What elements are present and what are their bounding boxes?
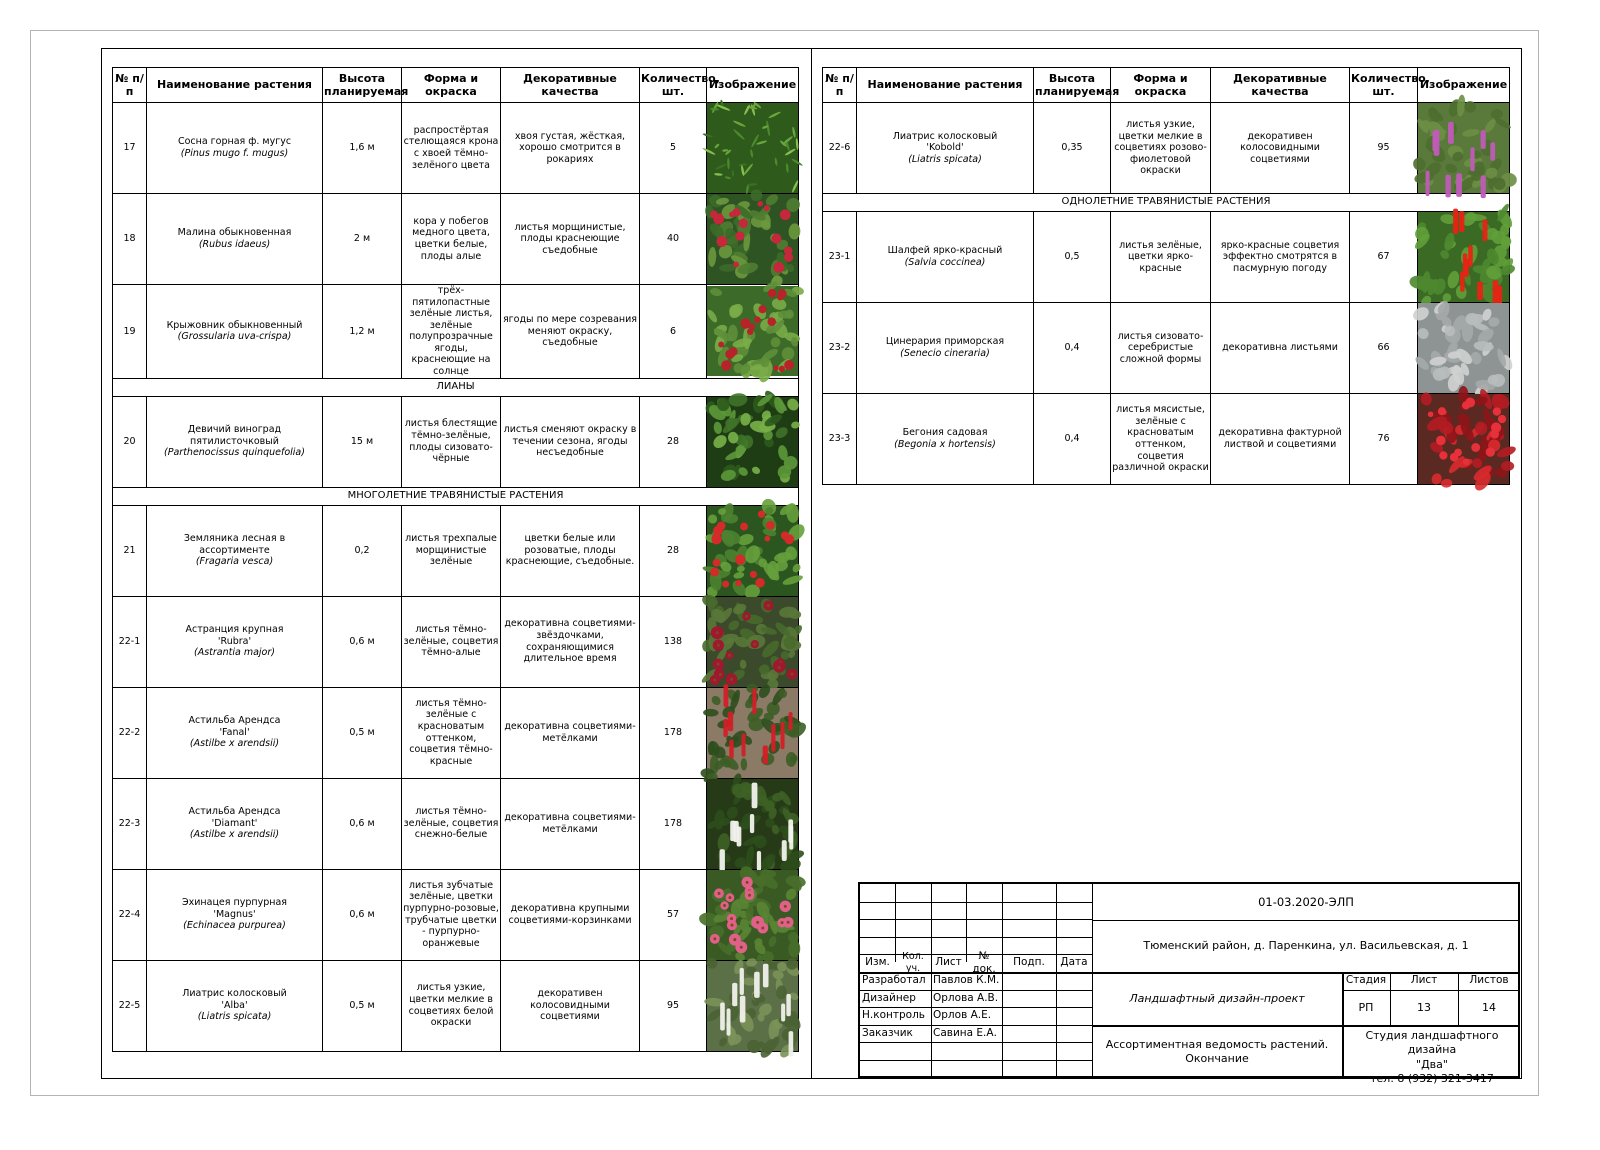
section-title: ЛИАНЫ: [113, 378, 799, 396]
plant-russian-name: Астильба Арендса: [188, 715, 281, 727]
cell-image: [707, 960, 799, 1051]
table-row: [113, 194, 799, 285]
site-address: Тюменский район, д. Паренкина, ул. Васильевская, д. 1: [1143, 939, 1469, 953]
cell-plant-name: [147, 505, 323, 596]
cell-quantity: 178: [640, 687, 707, 778]
plant-russian-name: Эхинацея пурпурная: [182, 897, 287, 909]
cell-quantity: 6: [640, 285, 707, 379]
sheet-title: Ассортиментная ведомость растений. Окончание: [1105, 1037, 1329, 1065]
table-row: [113, 869, 799, 960]
cell-height: 0,35: [1034, 103, 1111, 194]
pine-photo: [707, 103, 798, 193]
cell-height: 0,6 м: [323, 778, 402, 869]
stage-label: Стадия: [1345, 974, 1387, 987]
role-customer: Заказчик: [862, 1026, 913, 1039]
plant-latin-name: (Salvia coccinea): [904, 257, 986, 268]
cell-form-color: листья узкие, цветки мелкие в соцветиях розово-фиолетовой окраски: [1111, 103, 1211, 194]
cell-image: [707, 869, 799, 960]
cell-quantity: 138: [640, 596, 707, 687]
begonia-photo: [1418, 394, 1509, 484]
cell-plant-name: [147, 596, 323, 687]
col-number-header: № п/п: [823, 68, 857, 103]
cell-number: 19: [113, 285, 147, 379]
cell-height: 0,5 м: [323, 687, 402, 778]
col-form-color-header: Форма и окраска: [1111, 68, 1211, 103]
section-row: [823, 194, 1510, 212]
cell-number: 22-1: [113, 596, 147, 687]
cell-plant-name: [857, 303, 1034, 394]
plant-russian-name: Шалфей ярко-красный: [887, 245, 1003, 257]
col-doc-num: № док.: [972, 949, 996, 975]
cell-plant-name: [147, 194, 323, 285]
plant-russian-name: Цинерария приморская: [885, 336, 1005, 348]
cell-height: 2 м: [323, 194, 402, 285]
astilbe-white-photo: [707, 779, 798, 869]
cell-height: 0,4: [1034, 303, 1111, 394]
cell-quantity: 5: [640, 103, 707, 194]
cell-number: 23-1: [823, 212, 857, 303]
col-decorative-header: Декоративные качества: [501, 68, 640, 103]
plant-latin-name: (Begonia x hortensis): [894, 439, 996, 450]
cell-decorative: декоративна листьями: [1211, 303, 1350, 394]
col-plant-name-header: Наименование растения: [857, 68, 1034, 103]
plant-cultivar: 'Diamant': [211, 817, 258, 829]
sheets-label: Листов: [1469, 974, 1509, 987]
cell-decorative: декоративен колосовидными соцветиями: [1211, 103, 1350, 194]
astilbe-red-photo: [707, 688, 798, 778]
cell-height: 15 м: [323, 396, 402, 487]
cell-quantity: 66: [1350, 303, 1418, 394]
cell-height: 0,6 м: [323, 596, 402, 687]
cell-number: 17: [113, 103, 147, 194]
plant-russian-name: Девичий виноград пятилисточковый: [187, 424, 282, 447]
plant-cultivar: 'Fanal': [219, 726, 250, 738]
cell-form-color: трёх-пятилопастные зелёные листья, зелёные полупрозрачные ягоды, краснеющие на солнце: [402, 285, 501, 379]
plant-latin-name: (Astilbe x arendsii): [189, 829, 280, 841]
strawberry-photo: [707, 506, 798, 596]
table-row: [823, 303, 1510, 394]
col-form-color-header: Форма и окраска: [402, 68, 501, 103]
title-block: [858, 882, 1520, 1085]
cell-plant-name: [857, 212, 1034, 303]
table-row: [113, 103, 799, 194]
table-row: [823, 394, 1510, 485]
cell-quantity: 28: [640, 396, 707, 487]
cell-decorative: листья морщинистые, плоды краснеющие съедобные: [501, 194, 640, 285]
plant-russian-name: Малина обыкновенная: [177, 227, 292, 239]
table-row: [823, 212, 1510, 303]
cell-number: 21: [113, 505, 147, 596]
plant-russian-name: Лиатрис колосковый: [892, 130, 998, 142]
cell-decorative: декоративна соцветиями-метёлками: [501, 687, 640, 778]
col-izm: Изм.: [865, 956, 890, 969]
col-height-header: Высота планируемая: [323, 68, 402, 103]
section-row: [113, 378, 799, 396]
cell-plant-name: [857, 394, 1034, 485]
table-body: [113, 103, 799, 1052]
plant-latin-name: (Pinus mugo f. mugus): [180, 148, 289, 159]
name-designer: Орлова А.В.: [933, 991, 999, 1004]
cell-plant-name: [147, 778, 323, 869]
plant-russian-name: Бегония садовая: [902, 427, 988, 439]
cell-plant-name: [147, 103, 323, 194]
col-kol-uch: Кол. уч.: [902, 951, 924, 974]
plant-table-left: [112, 67, 799, 1052]
section-row: [113, 487, 799, 505]
liatris-white-photo: [707, 961, 798, 1051]
cell-decorative: цветки белые или розоватые, плоды краснеющие, съедобные.: [501, 505, 640, 596]
raspberry-photo: [707, 194, 798, 284]
cell-number: 23-3: [823, 394, 857, 485]
cell-decorative: декоративна крупными соцветиями-корзинками: [501, 869, 640, 960]
plant-cultivar: 'Rubra': [217, 635, 252, 647]
cell-number: 23-2: [823, 303, 857, 394]
cell-image: [707, 687, 799, 778]
cell-number: 22-6: [823, 103, 857, 194]
table-row: [113, 687, 799, 778]
col-height-header: Высота планируемая: [1034, 68, 1111, 103]
plant-cultivar: 'Alba': [221, 999, 248, 1011]
table-row: [823, 103, 1510, 194]
cell-image: [707, 505, 799, 596]
astrantia-photo: [707, 597, 798, 687]
table-header: [823, 68, 1510, 103]
plant-russian-name: Земляника лесная в ассортименте: [183, 533, 286, 556]
table-body: [823, 103, 1510, 485]
studio-brand: "Два": [1416, 1057, 1448, 1071]
cell-quantity: 95: [640, 960, 707, 1051]
cell-form-color: листья зубчатые зелёные, цветки пурпурно-розовые, трубчатые цветки - пурпурно-оранжевые: [402, 869, 501, 960]
cell-height: 0,5 м: [323, 960, 402, 1051]
cell-quantity: 178: [640, 778, 707, 869]
cell-height: 0,4: [1034, 394, 1111, 485]
cell-height: 1,2 м: [323, 285, 402, 379]
studio-info: [1344, 1029, 1520, 1086]
plant-table-right: [822, 67, 1510, 485]
page-divider: [811, 48, 812, 1079]
echinacea-photo: [707, 870, 798, 960]
cell-image: [707, 103, 799, 194]
cell-image: [1418, 394, 1510, 485]
cell-quantity: 67: [1350, 212, 1418, 303]
cell-form-color: листья тёмно-зелёные, соцветия снежно-белые: [402, 778, 501, 869]
cell-decorative: листья сменяют окраску в течении сезона, ягоды несъедобные: [501, 396, 640, 487]
cell-quantity: 76: [1350, 394, 1418, 485]
cell-quantity: 28: [640, 505, 707, 596]
col-decorative-header: Декоративные качества: [1211, 68, 1350, 103]
plant-russian-name: Астильба Арендса: [188, 806, 281, 818]
plant-russian-name: Сосна горная ф. мугус: [177, 136, 292, 148]
sheets-total: 14: [1482, 1000, 1496, 1014]
plant-russian-name: Астранция крупная: [185, 624, 284, 636]
cell-decorative: декоративен колосовидными соцветиями: [501, 960, 640, 1051]
cell-form-color: кора у побегов медного цвета, цветки белые, плоды алые: [402, 194, 501, 285]
cell-image: [707, 778, 799, 869]
col-list: Лист: [935, 956, 962, 969]
plant-latin-name: (Parthenocissus quinquefolia): [164, 447, 305, 459]
sheet-label: Лист: [1410, 974, 1438, 987]
plant-cultivar: 'Magnus': [213, 908, 256, 920]
col-quantity-header: Количество, шт.: [640, 68, 707, 103]
cell-decorative: декоративна соцветиями-звёздочками, сохраняющимися длительное время: [501, 596, 640, 687]
name-developer: Павлов К.М.: [933, 974, 1000, 987]
cell-decorative: декоративна фактурной листвой и соцветиями: [1211, 394, 1350, 485]
cell-number: 22-4: [113, 869, 147, 960]
gooseberry-photo: [707, 286, 798, 376]
cell-quantity: 95: [1350, 103, 1418, 194]
cell-number: 20: [113, 396, 147, 487]
plant-russian-name: Лиатрис колосковый: [182, 988, 287, 1000]
section-title: МНОГОЛЕТНИЕ ТРАВЯНИСТЫЕ РАСТЕНИЯ: [113, 487, 799, 505]
cell-form-color: листья сизовато-серебристые сложной формы: [1111, 303, 1211, 394]
studio-name: Студия ландшафтного дизайна: [1365, 1029, 1499, 1057]
table-row: [113, 396, 799, 487]
plant-latin-name: (Liatris spicata): [197, 1011, 272, 1023]
cell-number: 18: [113, 194, 147, 285]
salvia-photo: [1418, 212, 1509, 302]
table-header: [113, 68, 799, 103]
cell-plant-name: [147, 960, 323, 1051]
cell-image: [707, 596, 799, 687]
cell-image: [707, 396, 799, 487]
cell-decorative: декоративна соцветиями-метёлками: [501, 778, 640, 869]
project-name: Ландшафтный дизайн-проект: [1129, 991, 1305, 1005]
cell-height: 0,6 м: [323, 869, 402, 960]
cell-quantity: 40: [640, 194, 707, 285]
cell-decorative: ягоды по мере созревания меняют окраску, съедобные: [501, 285, 640, 379]
document-code: 01-03.2020-ЭЛП: [1258, 894, 1354, 909]
cell-form-color: листья мясистые, зелёные с красноватым оттенком, соцветия различной окраски: [1111, 394, 1211, 485]
col-date: Дата: [1060, 956, 1088, 969]
cell-plant-name: [147, 396, 323, 487]
plant-cultivar: 'Kobold': [926, 142, 964, 154]
cell-decorative: ярко-красные соцветия эффектно смотрятся в пасмурную погоду: [1211, 212, 1350, 303]
cell-form-color: листья зелёные, цветки ярко-красные: [1111, 212, 1211, 303]
plant-latin-name: (Astrantia major): [194, 647, 275, 659]
plant-latin-name: (Astilbe x arendsii): [189, 738, 280, 750]
name-norm-control: Орлов А.Е.: [933, 1009, 992, 1022]
grape-vine-photo: [707, 397, 798, 487]
cell-decorative: хвоя густая, жёсткая, хорошо смотрится в рокариях: [501, 103, 640, 194]
name-customer: Савина Е.А.: [933, 1026, 997, 1039]
table-row: [113, 596, 799, 687]
plant-russian-name: Крыжовник обыкновенный: [166, 319, 303, 331]
table-row: [113, 505, 799, 596]
role-norm-control: Н.контроль: [862, 1009, 925, 1022]
cell-form-color: листья тёмно-зелёные, соцветия тёмно-алые: [402, 596, 501, 687]
stage-value: РП: [1358, 1000, 1374, 1014]
cell-height: 0,5: [1034, 212, 1111, 303]
cell-plant-name: [147, 869, 323, 960]
plant-latin-name: (Grossularia uva-crispa): [177, 331, 292, 343]
cell-number: 22-3: [113, 778, 147, 869]
cell-form-color: распростёртая стелющаяся крона с хвоей тёмно-зелёного цвета: [402, 103, 501, 194]
cell-plant-name: [147, 687, 323, 778]
plant-latin-name: (Fragaria vesca): [195, 556, 274, 568]
col-image-header: Изображение: [707, 68, 799, 103]
cineraria-photo: [1418, 303, 1509, 393]
cell-quantity: 57: [640, 869, 707, 960]
cell-image: [707, 285, 799, 379]
liatris-pink-photo: [1418, 103, 1509, 193]
cell-form-color: листья блестящие тёмно-зелёные, плоды сизовато-чёрные: [402, 396, 501, 487]
cell-height: 0,2: [323, 505, 402, 596]
cell-plant-name: [147, 285, 323, 379]
cell-number: 22-2: [113, 687, 147, 778]
cell-image: [707, 194, 799, 285]
cell-form-color: листья тёмно-зелёные с красноватым оттенком, соцветия тёмно-красные: [402, 687, 501, 778]
cell-image: [1418, 103, 1510, 194]
table-row: [113, 778, 799, 869]
role-developer: Разработал: [862, 974, 926, 987]
role-designer: Дизайнер: [862, 991, 916, 1004]
studio-phone: тел. 8 (932) 321-3417: [1370, 1071, 1494, 1085]
plant-latin-name: (Echinacea purpurea): [183, 920, 286, 932]
col-quantity-header: Количество, шт.: [1350, 68, 1418, 103]
cell-height: 1,6 м: [323, 103, 402, 194]
cell-plant-name: [857, 103, 1034, 194]
col-plant-name-header: Наименование растения: [147, 68, 323, 103]
cell-number: 22-5: [113, 960, 147, 1051]
cell-form-color: листья трехпалые морщинистые зелёные: [402, 505, 501, 596]
col-signature: Подп.: [1013, 956, 1045, 969]
sheet-number: 13: [1417, 1000, 1431, 1014]
cell-form-color: листья узкие, цветки мелкие в соцветиях белой окраски: [402, 960, 501, 1051]
table-row: [113, 285, 799, 379]
plant-latin-name: (Rubus idaeus): [198, 239, 271, 250]
plant-latin-name: (Liatris spicata): [908, 153, 982, 165]
cell-image: [1418, 212, 1510, 303]
col-number-header: № п/п: [113, 68, 147, 103]
plant-latin-name: (Senecio cineraria): [900, 348, 990, 359]
cell-image: [1418, 303, 1510, 394]
table-row: [113, 960, 799, 1051]
col-image-header: Изображение: [1418, 68, 1510, 103]
section-title: ОДНОЛЕТНИЕ ТРАВЯНИСТЫЕ РАСТЕНИЯ: [823, 194, 1510, 212]
